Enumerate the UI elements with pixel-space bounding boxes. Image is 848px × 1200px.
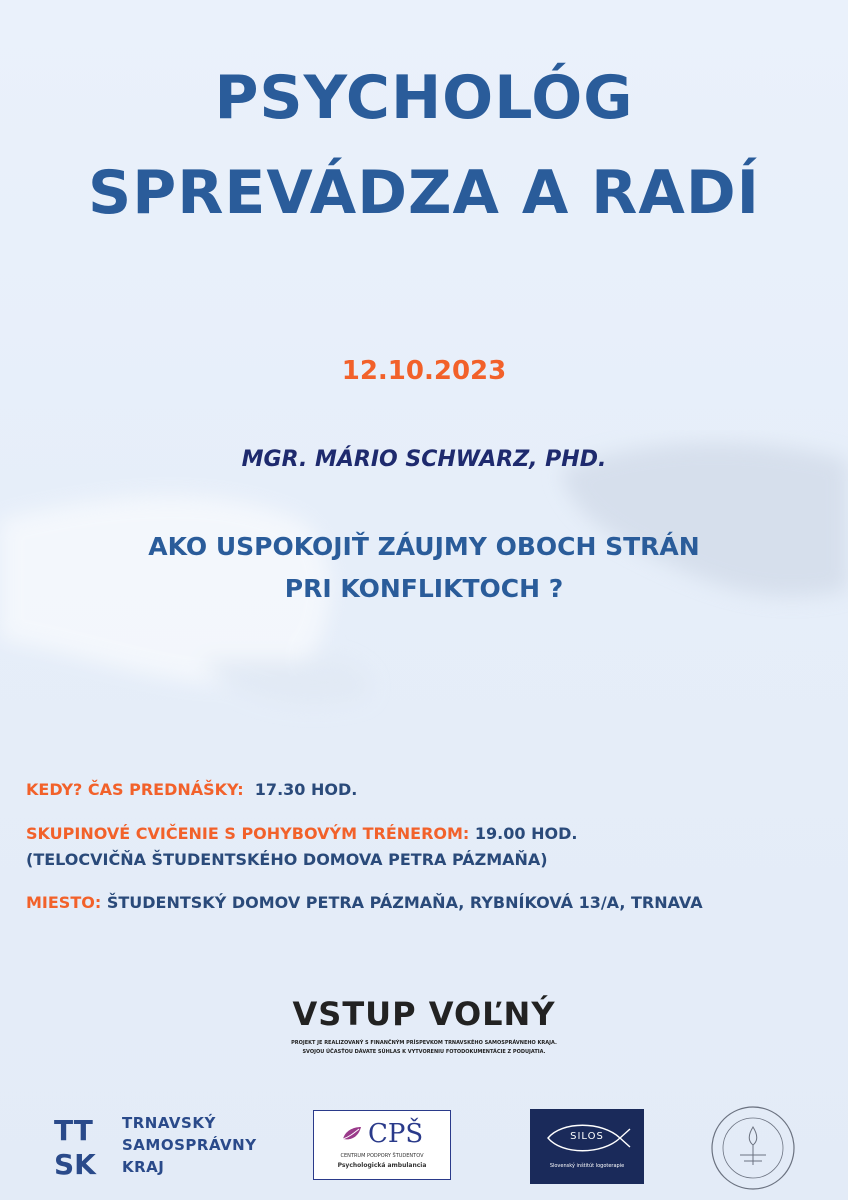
fineprint-line-1: PROJEKT JE REALIZOVANÝ S FINANČNÝM PRÍSPEVKOM TRNAVSKÉHO SAMOSPRÁVNEHO KRAJA. [291, 1040, 557, 1046]
page-title-line-2: SPREVÁDZA A RADÍ [88, 158, 760, 228]
ttsk-logo [52, 1112, 282, 1182]
cps-head [314, 1119, 450, 1149]
university-seal-icon [710, 1105, 796, 1191]
lecture-time-label: KEDY? ČAS PREDNÁŠKY: [26, 780, 244, 799]
free-entry-heading: VSTUP VOĽNÝ [292, 995, 556, 1033]
exercise-place: (TELOCVIČŇA ŠTUDENTSKÉHO DOMOVA PETRA PÁZMAŇA) [26, 850, 548, 869]
venue-row [26, 893, 703, 912]
exercise-time-value: 19.00 HOD. [474, 824, 578, 843]
lecture-time-value: 17.30 HOD. [254, 780, 358, 799]
exercise-row [26, 824, 577, 843]
silos-name: SILOS [570, 1131, 604, 1142]
ttsk-mark-bottom: SK [54, 1148, 96, 1178]
ttsk-line-3: KRAJ [122, 1158, 165, 1176]
cps-subtitle: CENTRUM PODPORY ŠTUDENTOV [340, 1153, 424, 1159]
topic-line-2: PRI KONFLIKTOCH ? [284, 574, 564, 603]
speaker-name: MGR. MÁRIO SCHWARZ, PHD. [241, 447, 607, 472]
silos-subtitle: Slovenský inštitút logoterapie [549, 1163, 625, 1169]
page-title-line-1: PSYCHOLÓG [214, 63, 634, 133]
venue-label: MIESTO: [26, 893, 102, 912]
venue-value: ŠTUDENTSKÝ DOMOV PETRA PÁZMAŇA, RYBNÍKOVÁ 13/A, TRNAVA [106, 893, 703, 912]
lecture-time-row [26, 780, 357, 799]
leaf-icon [341, 1125, 363, 1143]
ttsk-mark-icon [52, 1114, 110, 1178]
exercise-label: SKUPINOVÉ CVIČENIE S POHYBOVÝM TRÉNEROM: [26, 824, 470, 843]
ttsk-line-2: SAMOSPRÁVNY [122, 1136, 257, 1154]
ttsk-line-1: TRNAVSKÝ [122, 1114, 216, 1132]
fineprint-line-2: SVOJOU ÚČASŤOU DÁVATE SÚHLAS K VYTVORENIU FOTODOKUMENTÁCIE Z PODUJATIA. [302, 1049, 546, 1055]
cps-logo [313, 1110, 451, 1180]
silos-logo [530, 1109, 644, 1184]
ttsk-mark-top: TT [54, 1114, 93, 1147]
event-date: 12.10.2023 [341, 356, 507, 386]
ttsk-text [122, 1112, 257, 1178]
cps-department: Psychologická ambulancia [337, 1162, 427, 1169]
topic-line-1: AKO USPOKOJIŤ ZÁUJMY OBOCH STRÁN [148, 532, 700, 561]
cps-name: CPŠ [367, 1119, 424, 1149]
